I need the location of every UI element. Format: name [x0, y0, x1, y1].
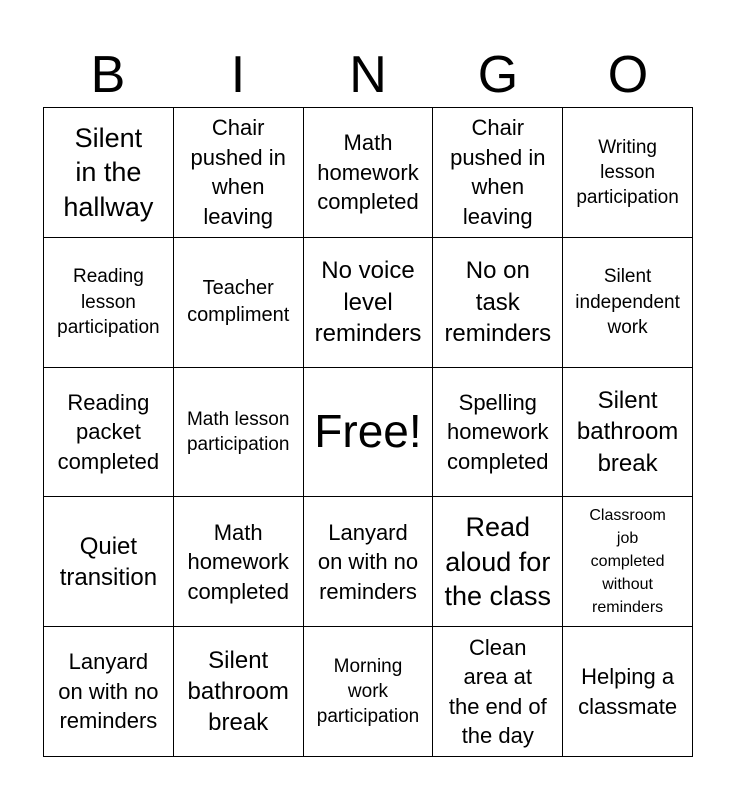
bingo-cell[interactable]: [563, 108, 693, 238]
bingo-cell[interactable]: [304, 108, 434, 238]
cell-text: Morning work participation: [316, 655, 420, 728]
bingo-cell[interactable]: [433, 497, 563, 627]
bingo-cell[interactable]: [44, 627, 174, 757]
header-letter-g: G: [477, 46, 519, 104]
bingo-cell[interactable]: [174, 497, 304, 627]
cell-text: Reading lesson participation: [57, 266, 160, 338]
cell-text: Math homework completed: [187, 519, 289, 604]
bingo-cell[interactable]: [44, 368, 174, 498]
cell-text: Silent independent work: [575, 266, 680, 338]
bingo-cell[interactable]: [563, 368, 693, 498]
bingo-cell[interactable]: [563, 627, 693, 757]
bingo-cell[interactable]: [433, 627, 563, 757]
bingo-cell[interactable]: [304, 238, 434, 368]
cell-text: Silent bathroom break: [576, 387, 679, 477]
cell-text: Read aloud for the class: [444, 511, 552, 612]
free-space-text: Free!: [314, 405, 422, 458]
bingo-cell[interactable]: [174, 368, 304, 498]
cell-text: Quiet transition: [59, 532, 158, 591]
cell-text: Silent bathroom break: [187, 646, 289, 737]
cell-text: Lanyard on with no reminders: [317, 519, 419, 604]
bingo-cell[interactable]: [563, 497, 693, 627]
bingo-cell[interactable]: [304, 497, 434, 627]
bingo-board: [43, 107, 693, 757]
cell-text: Silent in the hallway: [63, 122, 154, 222]
cell-text: Spelling homework completed: [447, 389, 549, 474]
cell-text: No voice level reminders: [314, 257, 422, 347]
bingo-cell[interactable]: [174, 627, 304, 757]
bingo-cell[interactable]: [44, 108, 174, 238]
bingo-cell[interactable]: [304, 627, 434, 757]
header-letter-n: N: [349, 46, 387, 104]
cell-text: Chair pushed in when leaving: [450, 115, 546, 229]
cell-text: Lanyard on with no reminders: [58, 649, 159, 734]
cell-text: Chair pushed in when leaving: [190, 115, 286, 229]
cell-text: Classroom job completed without reminders: [589, 507, 666, 617]
cell-text: Teacher compliment: [187, 276, 290, 327]
bingo-cell[interactable]: [433, 368, 563, 498]
bingo-free-cell[interactable]: [304, 368, 434, 498]
cell-text: No on task reminders: [444, 257, 552, 347]
bingo-cell[interactable]: [174, 238, 304, 368]
bingo-cell[interactable]: [433, 238, 563, 368]
cell-text: Clean area at the end of the day: [448, 634, 547, 749]
header-letter-b: B: [90, 46, 126, 104]
bingo-cell[interactable]: [174, 108, 304, 238]
cell-text: Reading packet completed: [57, 389, 160, 474]
bingo-cell[interactable]: [44, 238, 174, 368]
bingo-header: [43, 42, 693, 108]
bingo-cell[interactable]: [433, 108, 563, 238]
cell-text: Writing lesson participation: [576, 136, 679, 209]
header-letter-o: O: [607, 46, 649, 104]
cell-text: Helping a classmate: [578, 664, 678, 719]
cell-text: Math homework completed: [317, 130, 419, 215]
bingo-cell[interactable]: [563, 238, 693, 368]
header-letter-i: I: [230, 46, 246, 104]
cell-text: Math lesson participation: [186, 408, 290, 455]
bingo-cell[interactable]: [44, 497, 174, 627]
